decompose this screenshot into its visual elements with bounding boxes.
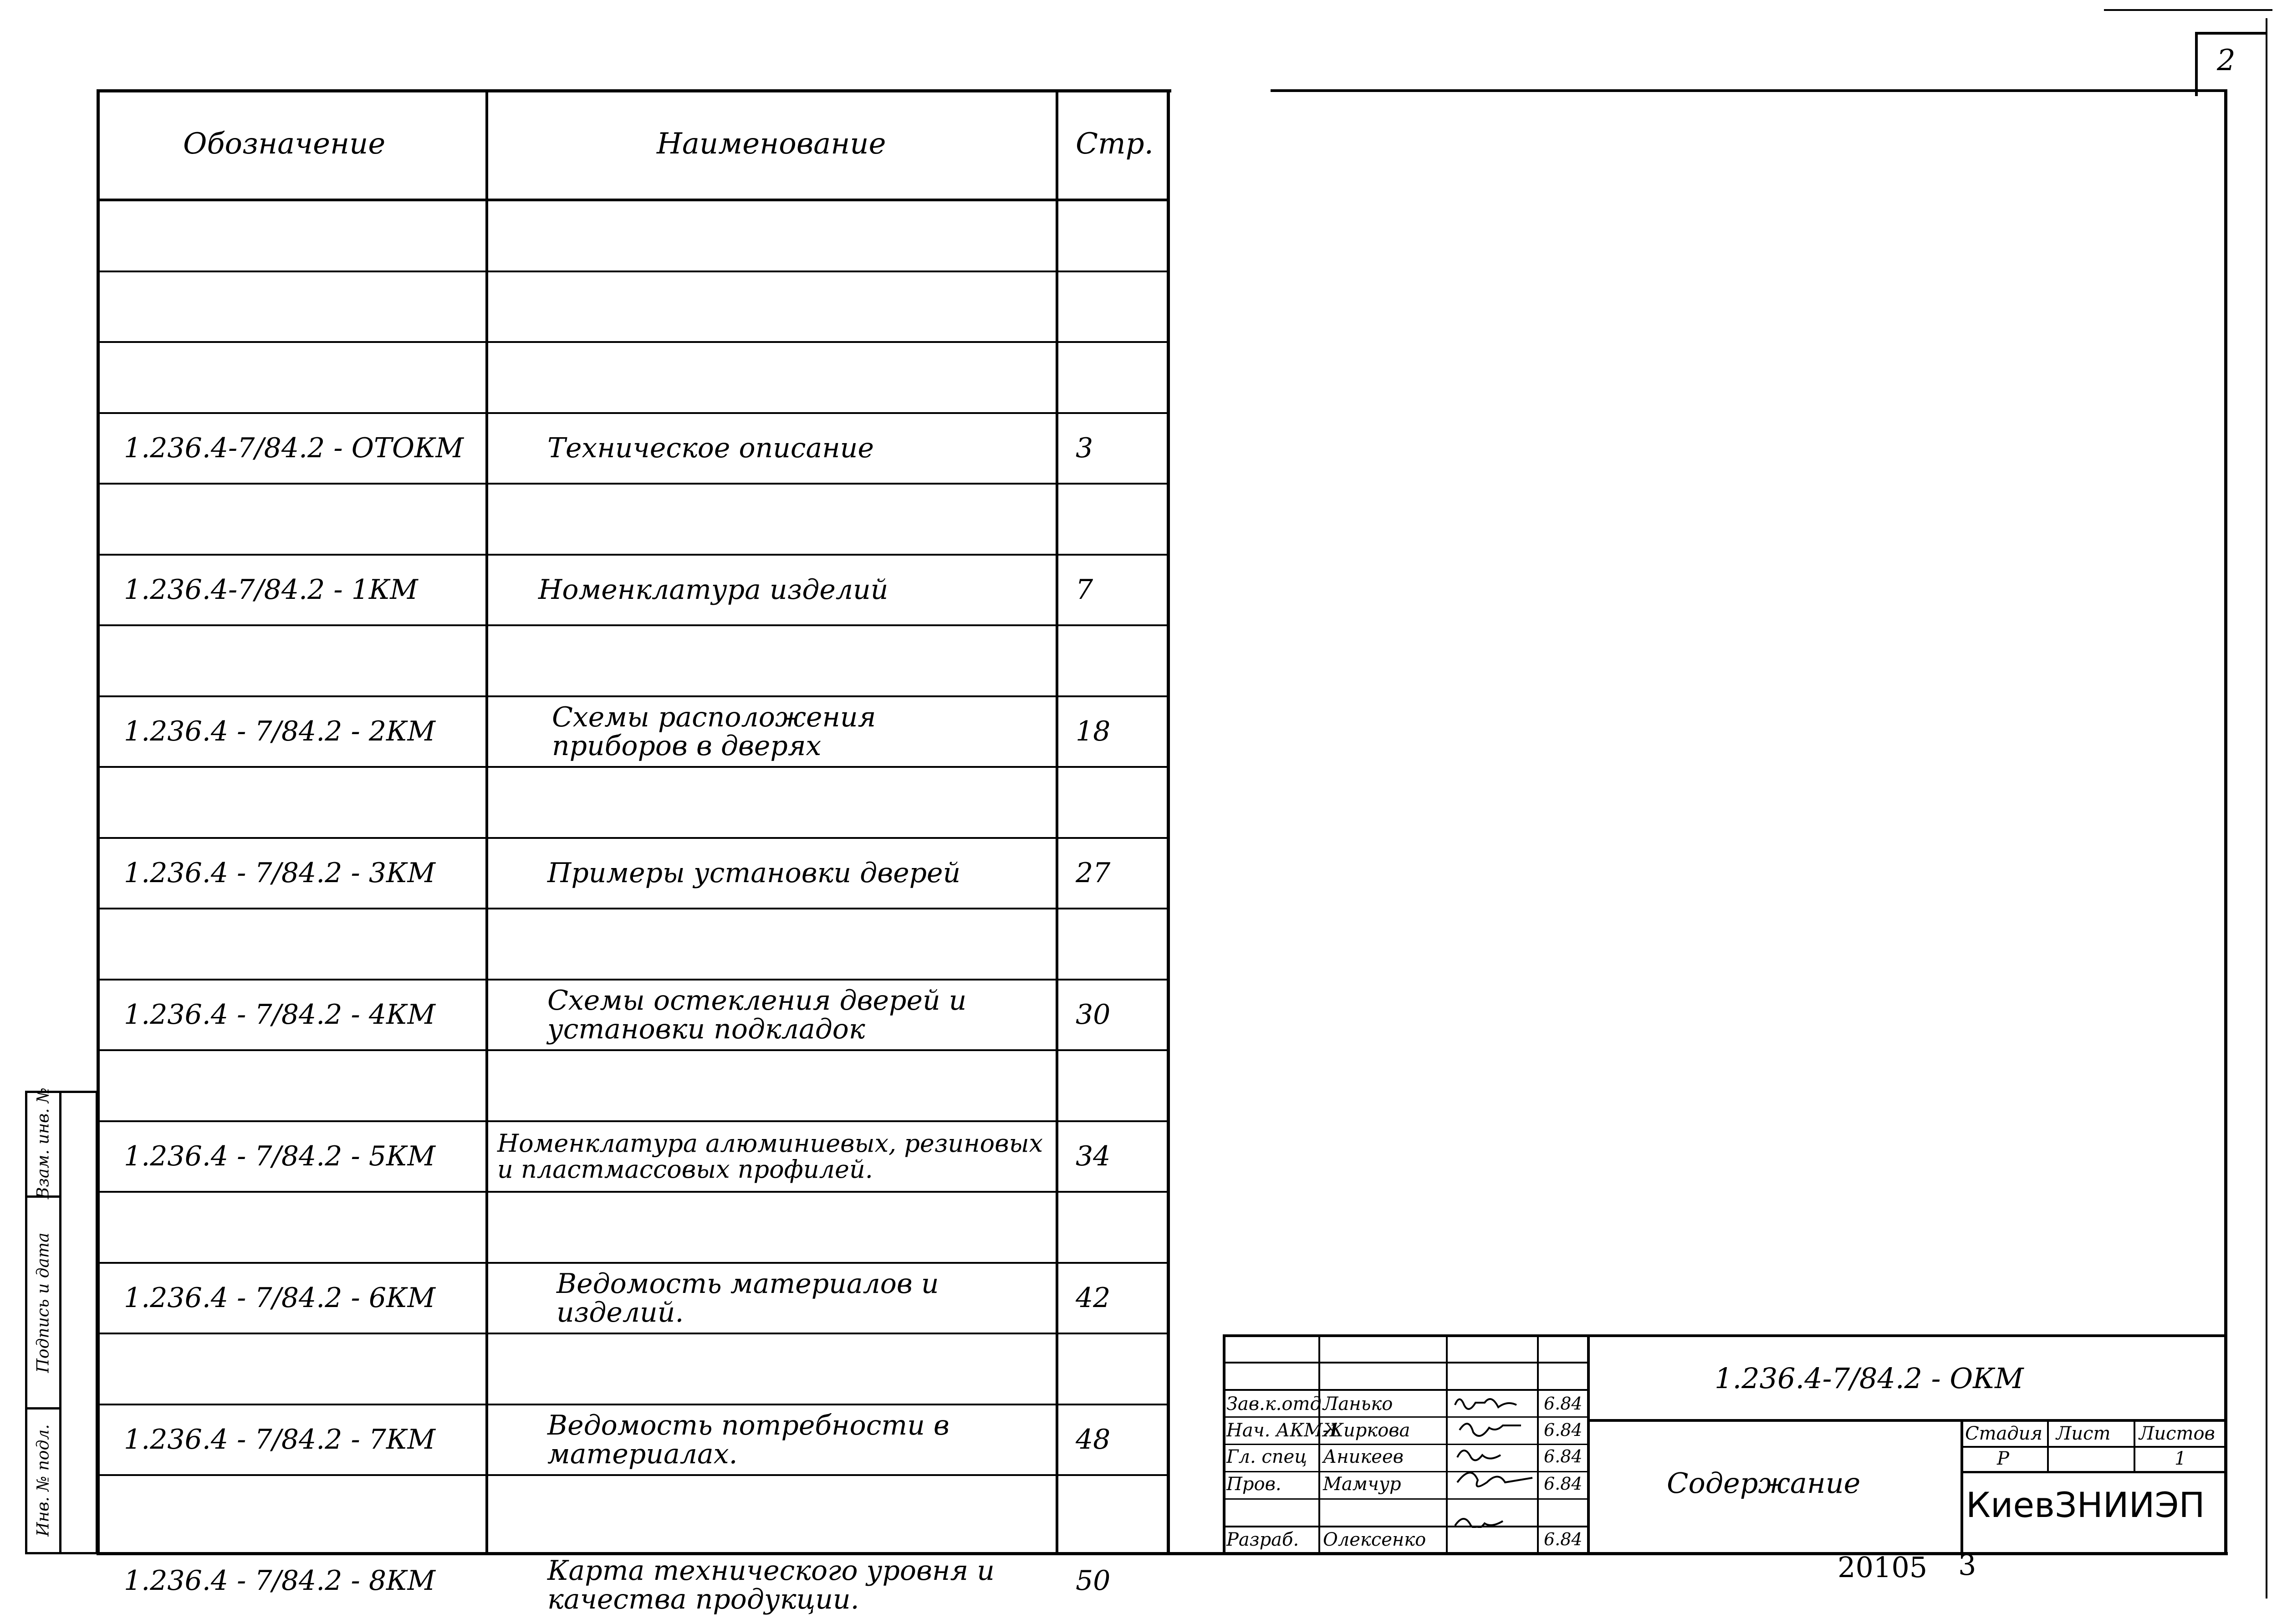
row-code: 1.236.4 - 7/84.2 - 5КМ: [124, 1140, 435, 1172]
row-page: 50: [1076, 1565, 1111, 1597]
row-name: Номенклатура алюминиевых, резиновых и пластмассовых профилей.: [497, 1129, 1043, 1184]
person-role: Нач. АКМ-1: [1226, 1420, 1341, 1441]
person-signature-date: 6.84: [1544, 1474, 1583, 1494]
row-code: 1.236.4 - 7/84.2 - 4КМ: [124, 999, 435, 1031]
row-page: 34: [1076, 1140, 1111, 1172]
person-name: Жиркова: [1323, 1420, 1410, 1441]
archive-number: 20105: [1838, 1551, 1928, 1584]
person-name: Олексенко: [1323, 1529, 1426, 1550]
row-code: 1.236.4 - 7/84.2 - 8КМ: [124, 1565, 435, 1597]
sheet-edge-line: [2266, 18, 2267, 1598]
row-code: 1.236.4-7/84.2 - ОТОКМ: [124, 432, 464, 464]
person-signature-date: 6.84: [1544, 1420, 1583, 1440]
row-name: Карта технического уровня и качества продукции.: [547, 1555, 995, 1615]
contents-table: [97, 89, 1171, 1615]
sheets-value: 1: [2175, 1448, 2186, 1469]
person-name: Мамчур: [1323, 1474, 1401, 1495]
row-code: 1.236.4-7/84.2 - 1КМ: [124, 574, 418, 606]
organization-name: КиевЗНИИЭП: [1966, 1485, 2205, 1525]
stage-label: Стадия: [1965, 1423, 2042, 1444]
person-name: Аникеев: [1323, 1446, 1404, 1467]
person-name: Ланько: [1323, 1394, 1393, 1415]
row-page: 42: [1076, 1282, 1111, 1314]
row-code: 1.236.4 - 7/84.2 - 6КМ: [124, 1282, 435, 1314]
header-designation: Обозначение: [183, 127, 386, 161]
stage-value: Р: [1997, 1448, 2009, 1469]
person-signature-date: 6.84: [1544, 1394, 1583, 1414]
side-stamp-replace-label: Взам. инв. №: [34, 1087, 53, 1200]
person-role: Гл. спец: [1226, 1446, 1307, 1467]
row-page: 30: [1076, 999, 1111, 1031]
sheets-label: Листов: [2139, 1423, 2215, 1444]
person-role: Пров.: [1226, 1474, 1281, 1495]
title-block: [1223, 1334, 2227, 1555]
signature-marks: [1448, 1391, 1537, 1528]
archive-sheet: 3: [1958, 1548, 1976, 1582]
row-page: 27: [1076, 857, 1111, 889]
frame-top-line: [1271, 89, 2227, 92]
row-name: Примеры установки дверей: [547, 857, 961, 889]
row-name: Схемы остекления дверей и установки подкладок: [547, 984, 967, 1045]
sheet-label: Лист: [2056, 1423, 2111, 1444]
person-signature-date: 6.84: [1544, 1529, 1583, 1549]
row-page: 3: [1076, 432, 1093, 464]
document-code: 1.236.4-7/84.2 - ОКМ: [1715, 1362, 2024, 1395]
row-code: 1.236.4 - 7/84.2 - 7КМ: [124, 1424, 435, 1455]
row-name: Ведомость материалов и изделий.: [556, 1267, 939, 1328]
header-name: Наименование: [657, 127, 886, 161]
person-signature-date: 6.84: [1544, 1446, 1583, 1466]
person-role: Зав.к.отд: [1226, 1394, 1322, 1415]
side-stamp-signature-label: Подпись и дата: [34, 1232, 53, 1373]
row-name: Номенклатура изделий: [538, 574, 888, 606]
row-name: Техническое описание: [547, 432, 874, 464]
row-page: 7: [1076, 574, 1093, 606]
row-code: 1.236.4 - 7/84.2 - 3КМ: [124, 857, 435, 889]
row-page: 48: [1076, 1424, 1111, 1455]
side-stamp-inv-label: Инв. № подл.: [34, 1424, 53, 1537]
sheet-number-box: [2195, 32, 2266, 96]
sheet-top-edge: [2104, 9, 2272, 11]
person-role: Разраб.: [1226, 1529, 1299, 1550]
document-title: Содержание: [1667, 1466, 1861, 1500]
row-code: 1.236.4 - 7/84.2 - 2КМ: [124, 715, 435, 747]
row-name: Схемы расположения приборов в дверях: [552, 701, 876, 762]
sheet-number: 2: [2217, 44, 2236, 77]
side-stamp: [25, 1087, 98, 1554]
row-page: 18: [1076, 715, 1111, 747]
row-name: Ведомость потребности в материалах.: [547, 1409, 950, 1470]
header-page: Стр.: [1076, 127, 1154, 161]
